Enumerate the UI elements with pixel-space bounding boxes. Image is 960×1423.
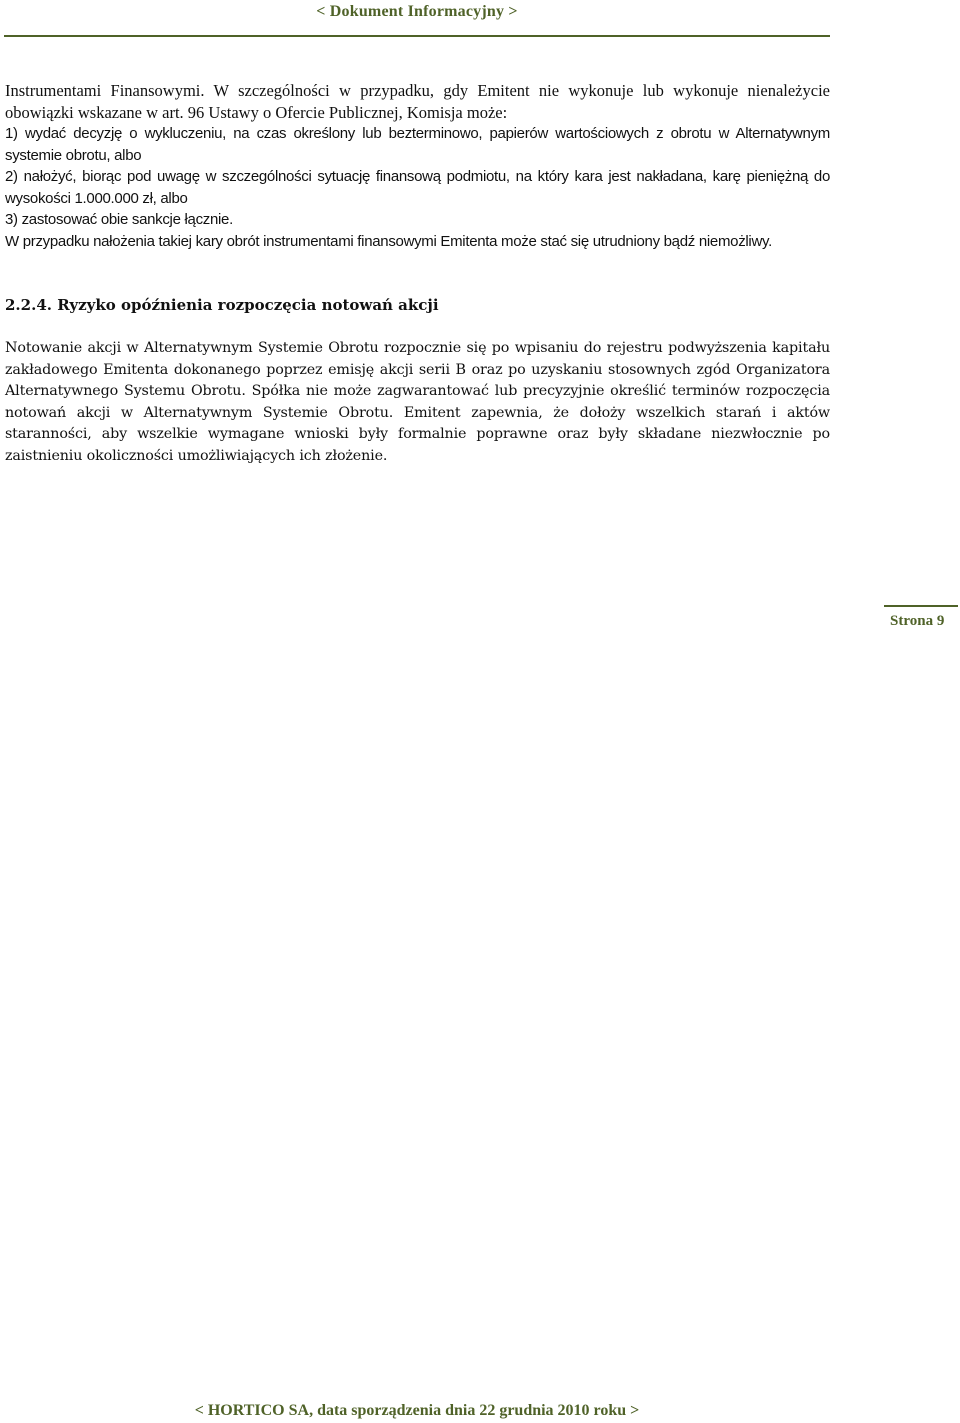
paragraph-2: W przypadku nałożenia takiej kary obrót instrumentami finansowymi Emitenta może stać się utrudniony bądź niemożliwy.: [5, 232, 772, 250]
intro-content: [5, 80, 830, 252]
section-body: Notowanie akcji w Alternatywnym Systemie Obrotu rozpocznie się po wpisaniu do rejestru podwyższenia kapitału zakładowego Emitenta dokonanego poprzez emisję akcji serii B oraz po uzyskaniu stosownych zgód Organizatora Alternatywnego Systemu Obrotu. Spółka nie może zagwarantować lub precyzyjnie określić terminów rozpoczęcia notowań akcji w Alternatywnym Systemie Obrotu. Emitent zapewnia, że dołoży wszelkich starań i aktów staranności, aby wszelkie wymagane wnioski były formalnie poprawne oraz były składane niezwłocznie po zaistnieniu okoliczności umożliwiających ich złożenie.: [5, 340, 830, 464]
list-item-2: 2) nałożyć, biorąc pod uwagę w szczególności sytuację finansową podmiotu, na który kara jest nakładana, karę pieniężną do wysokości 1.000.000 zł, albo: [5, 168, 830, 207]
paragraph-1: Instrumentami Finansowymi. W szczególności w przypadku, gdy Emitent nie wykonuje lub wykonuje nienależycie obowiązki wskazane w art. 96 Ustawy o Ofercie Publicznej, Komisja może:: [5, 81, 830, 122]
list-item-1: 1) wydać decyzję o wykluczeniu, na czas określony lub bezterminowo, papierów wartościowych z obrotu w Alternatywnym systemie obrotu, albo: [5, 125, 830, 164]
section-heading: 2.2.4. Ryzyko opóźnienia rozpoczęcia notowań akcji: [5, 296, 439, 314]
header-divider: [4, 35, 830, 37]
list-item-3: 3) zastosować obie sankcje łącznie.: [5, 211, 233, 228]
page-number: Strona 9: [890, 613, 945, 629]
document-header-title: < Dokument Informacyjny >: [316, 3, 518, 20]
page-number-divider: [884, 605, 958, 607]
document-footer: < HORTICO SA, data sporządzenia dnia 22 grudnia 2010 roku >: [194, 1402, 640, 1419]
